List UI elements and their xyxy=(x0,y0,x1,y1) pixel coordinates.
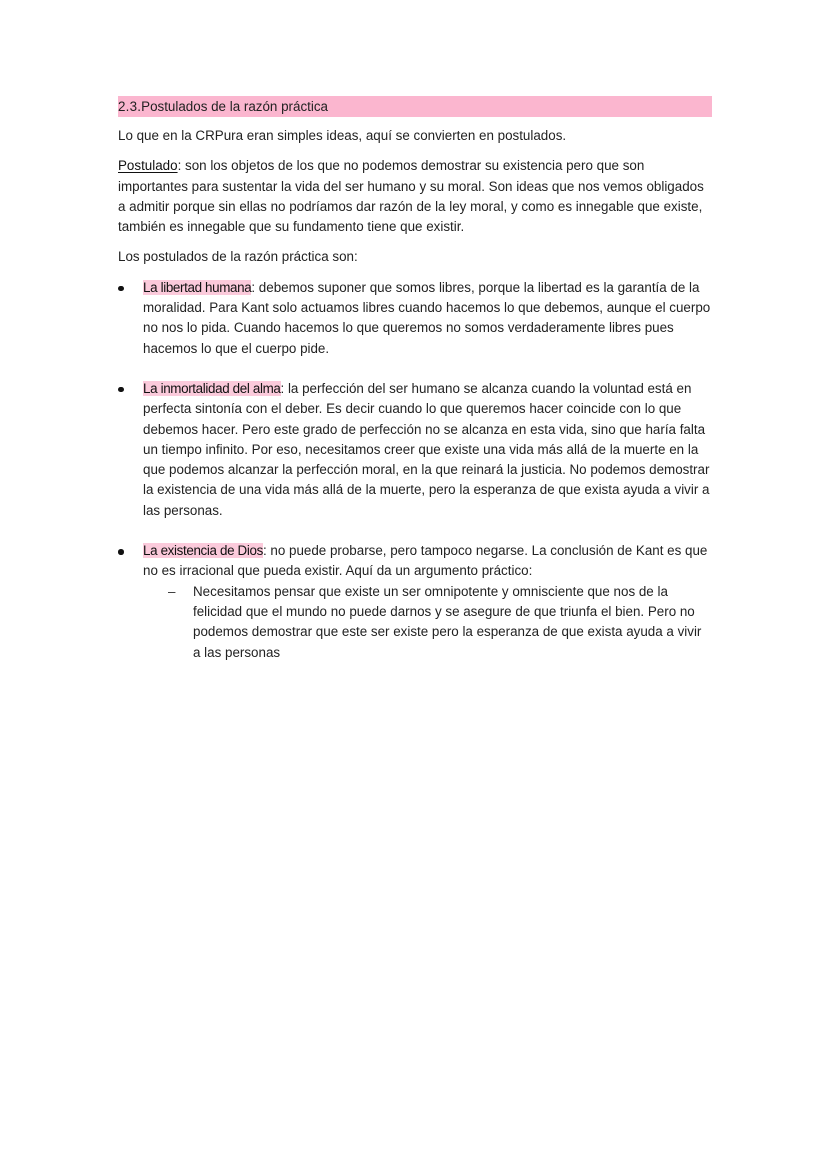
bullet-icon xyxy=(118,387,124,393)
text-dios: : no puede probarse, pero tampoco negarse. La conclusión de Kant es que no es irracional que pueda existir. Aquí da un argumento práctico: xyxy=(143,543,708,579)
postulados-list xyxy=(118,278,712,663)
intro-paragraph: Lo que en la CRPura eran simples ideas, aquí se convierten en postulados. xyxy=(118,128,567,143)
bullet-icon xyxy=(118,286,124,292)
sub-list xyxy=(143,582,712,663)
list-item-dios xyxy=(118,541,712,663)
list-item-libertad xyxy=(118,278,712,359)
dash-marker: – xyxy=(168,583,176,599)
bullet-icon xyxy=(118,549,124,555)
text-libertad: : debemos suponer que somos libres, porque la libertad es la garantía de la moralidad. Para Kant solo actuamos libres cuando hacemos lo que debemos, aunque el cuerpo no nos lo pida. Cuando hacemos lo que queremos no somos verdaderamente libres pues hacemos lo que el cuerpo pide. xyxy=(143,279,711,356)
list-item-inmortalidad xyxy=(118,379,712,521)
list-intro: Los postulados de la razón práctica son: xyxy=(118,249,358,265)
section-number: 2.3. xyxy=(118,99,142,114)
definition-text: : son los objetos de los que no podemos demostrar su existencia pero que son importantes para sustentar la vida del ser humano y su moral. Son ideas que nos vemos obligados a admitir porque sin ellas no podríamos dar razón de la ley moral, y como es innegable que existe, también es innegable que su fundamento tiene que existir. xyxy=(118,158,704,235)
page-content xyxy=(118,96,712,683)
section-title: Postulados de la razón práctica xyxy=(141,99,328,114)
text-inmortalidad: : la perfección del ser humano se alcanza cuando la voluntad está en perfecta sintonía con el deber. Es decir cuando lo que queremos hacer coincide con lo que debemos hacer. Pero este grado de perfección no se alcanza en esta vida, sino que haría falta un tiempo infinito. Por eso, necesitamos creer que existe una vida más allá de la muerte en la que podemos alcanzar la perfección moral, en la que reinará la justicia. No podemos demostrar la existencia de una vida más allá de la muerte, pero la esperanza de que exista ayuda a vivir a las personas. xyxy=(143,380,710,518)
definition-paragraph xyxy=(118,156,712,237)
section-heading xyxy=(118,96,712,117)
term-dios: La existencia de Dios xyxy=(143,543,263,559)
term-inmortalidad: La inmortalidad del alma xyxy=(143,380,281,396)
sub-list-item xyxy=(143,582,712,663)
sub-item-text: Necesitamos pensar que existe un ser omnipotente y omnisciente que nos de la felicidad que el mundo no puede darnos y se asegure de que triunfa el bien. Pero no podemos demostrar que este ser existe pero la esperanza de que exista ayuda a vivir a las personas xyxy=(193,583,702,660)
term-libertad: La libertad humana xyxy=(143,279,252,295)
definition-term: Postulado xyxy=(118,158,178,174)
